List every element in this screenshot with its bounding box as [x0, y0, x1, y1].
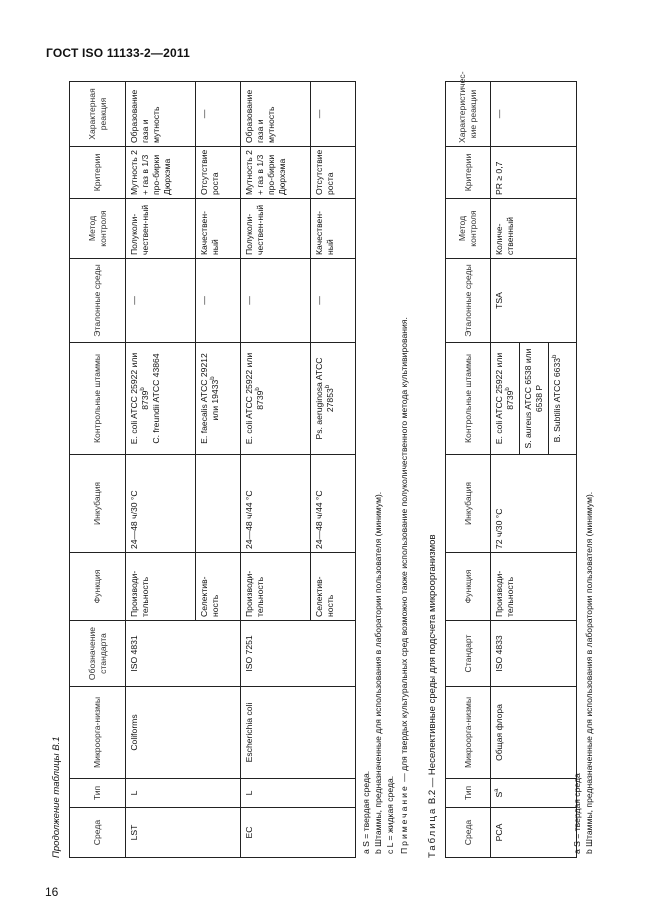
- table2-header-row: [446, 82, 491, 858]
- cell-standard: ISO 4833: [491, 621, 577, 687]
- cell-reference: TSA: [491, 259, 577, 343]
- cell-strains: Ps. aeruginosa ATCC 27853$^b$: [311, 343, 356, 455]
- cell-reference: —: [241, 259, 311, 343]
- page-number: 16: [45, 885, 59, 899]
- cell-function: Селектив-ность: [311, 553, 356, 621]
- cell-function: Производи-тельность: [126, 553, 196, 621]
- cell-organisms: Общая флора: [491, 687, 577, 779]
- cell-function: Производи-тельность: [241, 553, 311, 621]
- col-header: Стандарт: [446, 621, 491, 687]
- cell-reaction: —: [196, 82, 241, 147]
- col-header: Тип: [446, 779, 491, 808]
- cell-criteria: PR ≥ 0,7: [491, 147, 577, 199]
- cell-type: L: [241, 779, 356, 808]
- table1-note: Примечание — для твердых культуральных сред возможно также использование полуколичественного метода культивирования.: [399, 317, 409, 854]
- cell-method: Полуколи-чествен-ный: [126, 199, 196, 259]
- cell-reaction: —: [491, 82, 577, 147]
- table1-header-row: [70, 82, 126, 858]
- col-header: Характеристичес-кие реакции: [446, 82, 491, 147]
- cell-standard: ISO 4831: [126, 621, 241, 687]
- cell-method: Количе-ственный: [491, 199, 577, 259]
- table2-footnote: a S = твердая среда: [572, 773, 582, 854]
- cell-medium: LST: [126, 808, 241, 858]
- col-header: Метод контроля: [70, 199, 126, 259]
- col-header: Эталонные среды: [70, 259, 126, 343]
- cell-incubation: [196, 455, 241, 553]
- table2-caption: Таблица B.2 — Неселективные среды для подсчета микроорганизмов: [427, 534, 438, 858]
- table-row: [491, 82, 520, 858]
- cell-strains: E. coli ATCC 25922 или 8739$^b$: [491, 343, 520, 455]
- document-header: ГОСТ ISO 11133-2—2011: [46, 46, 190, 60]
- cell-criteria: Отсутствие роста: [311, 147, 356, 199]
- cell-method: Качествен-ный: [196, 199, 241, 259]
- cell-function: Производи-тельность: [491, 553, 577, 621]
- cell-incubation: 24—48 ч/44 °С: [241, 455, 311, 553]
- cell-incubation: 24—48 ч/30 °С: [126, 455, 196, 553]
- col-header: Тип: [70, 779, 126, 808]
- cell-organisms: Coliforms: [126, 687, 241, 779]
- cell-method: Полуколи-чествен-ный: [241, 199, 311, 259]
- table1-footnote: c L = жидкая среда.: [385, 775, 395, 854]
- cell-reference: —: [311, 259, 356, 343]
- col-header: Микроорга-низмы: [446, 687, 491, 779]
- cell-standard: ISO 7251: [241, 621, 356, 687]
- table-row: [241, 82, 311, 858]
- cell-strains: E. coli ATCC 25922 или 8739$^b$: [241, 343, 311, 455]
- table2-footnote: b Штаммы, предназначенные для использования в лаборатории пользователя (минимум).: [584, 491, 594, 854]
- cell-function: Селектив-ность: [196, 553, 241, 621]
- cell-reference: —: [126, 259, 196, 343]
- cell-type: $S^a$: [491, 779, 577, 808]
- cell-strains: S. aureus ATCC 6538 или 6538 P: [520, 343, 549, 455]
- col-header: Критерии: [446, 147, 491, 199]
- cell-criteria: Мутность 2 + газ в 1/3 про-бирки Дюрхэма: [241, 147, 311, 199]
- col-header: Среда: [446, 808, 491, 858]
- table-row: [126, 82, 196, 858]
- col-header: Критерии: [70, 147, 126, 199]
- col-header: Контрольные штаммы: [70, 343, 126, 455]
- cell-criteria: Мутность 2 + газ в 1/3 про-бирки Дюрхэма: [126, 147, 196, 199]
- table-b2: [445, 71, 577, 858]
- col-header: Микроорга-низмы: [70, 687, 126, 779]
- cell-incubation: 72 ч/30 °С: [491, 455, 577, 553]
- col-header: Эталонные среды: [446, 259, 491, 343]
- cell-medium: EC: [241, 808, 356, 858]
- col-header: Функция: [70, 553, 126, 621]
- table1-footnote: a S = твердая среда.: [361, 770, 371, 854]
- rotated-page-content: [47, 71, 594, 858]
- cell-strains: E. faecalis ATCC 29212 или 19433$^b$: [196, 343, 241, 455]
- col-header: Метод контроля: [446, 199, 491, 259]
- table-b1: [69, 81, 356, 858]
- cell-organisms: Escherichia coli: [241, 687, 356, 779]
- cell-strains: B. Subtilis ATCC 6633$^b$: [549, 343, 577, 455]
- col-header: Обозначение стандарта: [70, 621, 126, 687]
- cell-method: Качествен-ный: [311, 199, 356, 259]
- col-header: Инкубация: [446, 455, 491, 553]
- table1-caption: Продолжение таблицы В.1: [51, 736, 62, 858]
- cell-criteria: Отсутствие роста: [196, 147, 241, 199]
- col-header: Инкубация: [70, 455, 126, 553]
- cell-reaction: Образование газа и мутность: [241, 82, 311, 147]
- cell-incubation: 24—48 ч/44 °С: [311, 455, 356, 553]
- col-header: Среда: [70, 808, 126, 858]
- table1-footnote: b Штаммы, предназначенные для использования в лаборатории пользователя (минимум).: [373, 491, 383, 854]
- cell-type: L: [126, 779, 241, 808]
- col-header: Функция: [446, 553, 491, 621]
- cell-medium: PCA: [491, 808, 577, 858]
- cell-reaction: Образование газа и мутность: [126, 82, 196, 147]
- col-header: Контрольные штаммы: [446, 343, 491, 455]
- cell-reaction: —: [311, 82, 356, 147]
- col-header: Характерная реакция: [70, 82, 126, 147]
- cell-reference: —: [196, 259, 241, 343]
- cell-strains: E. coli ATCC 25922 или 8739$^b$ C. freundii ATCC 43864: [126, 343, 196, 455]
